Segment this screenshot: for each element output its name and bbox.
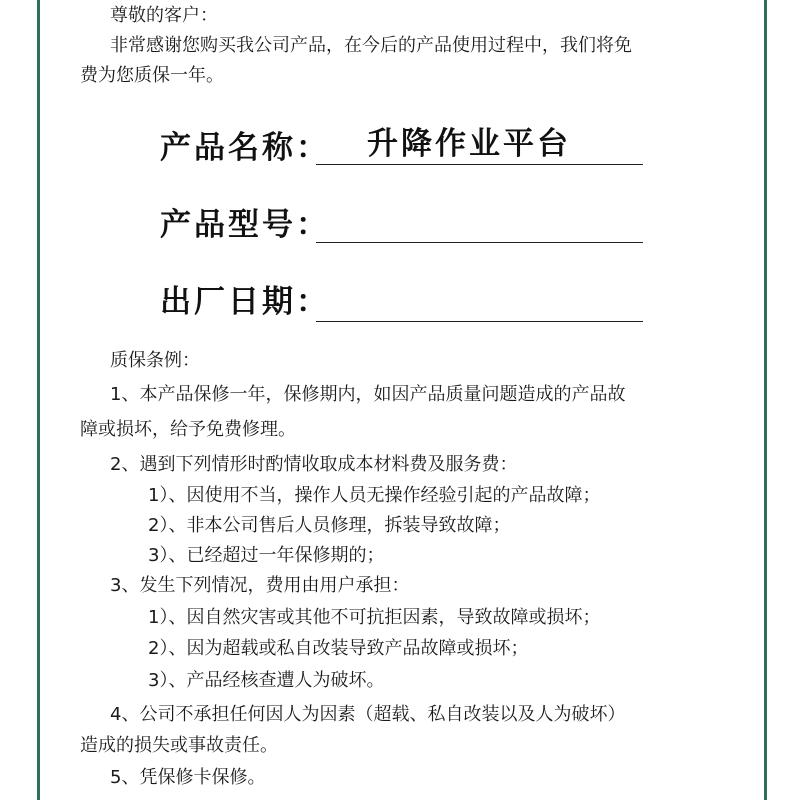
- terms-item-2-sub-3: 3）、已经超过一年保修期的；: [148, 545, 385, 566]
- terms-item-3-sub-1: 1）、因自然灾害或其他不可抗拒因素，导致故障或损坏；: [148, 607, 601, 628]
- frame-border-right: [764, 0, 767, 800]
- terms-item-4-line-1: 4、公司不承担任何因人为因素（超载、私自改装以及人为破坏）: [110, 704, 626, 725]
- terms-item-3-sub-2: 2）、因为超载或私自改装导致产品故障或损坏；: [148, 638, 529, 659]
- product-model-underline: [316, 242, 643, 243]
- terms-item-5: 5、凭保修卡保修。: [110, 767, 266, 788]
- terms-item-3: 3、发生下列情况，费用由用户承担：: [110, 575, 410, 596]
- greeting-line-1: 非常感谢您购买我公司产品，在今后的产品使用过程中，我们将免: [110, 35, 632, 56]
- product-name-label: 产品名称：: [160, 130, 330, 166]
- terms-item-2: 2、遇到下列情形时酌情收取成本材料费及服务费：: [110, 454, 518, 475]
- terms-item-1-line-1: 1、本产品保修一年，保修期内，如因产品质量问题造成的产品故: [110, 384, 626, 405]
- terms-heading: 质保条例：: [110, 350, 200, 371]
- manufacture-date-underline: [316, 321, 643, 322]
- product-name-value: 升降作业平台: [367, 126, 571, 162]
- greeting-line-2: 费为您质保一年。: [80, 65, 224, 86]
- manufacture-date-label: 出厂日期：: [160, 284, 330, 320]
- terms-item-1-line-2: 障或损坏，给予免费修理。: [80, 419, 296, 440]
- terms-item-4-line-2: 造成的损失或事故责任。: [80, 735, 278, 756]
- frame-border-left: [37, 0, 40, 800]
- greeting-salutation: 尊敬的客户：: [110, 5, 218, 26]
- product-name-underline: [316, 164, 643, 165]
- terms-item-2-sub-2: 2）、非本公司售后人员修理，拆装导致故障；: [148, 515, 511, 536]
- terms-item-2-sub-1: 1）、因使用不当，操作人员无操作经验引起的产品故障；: [148, 485, 601, 506]
- product-model-label: 产品型号：: [160, 207, 330, 243]
- terms-item-3-sub-3: 3）、产品经核查遭人为破坏。: [148, 670, 385, 691]
